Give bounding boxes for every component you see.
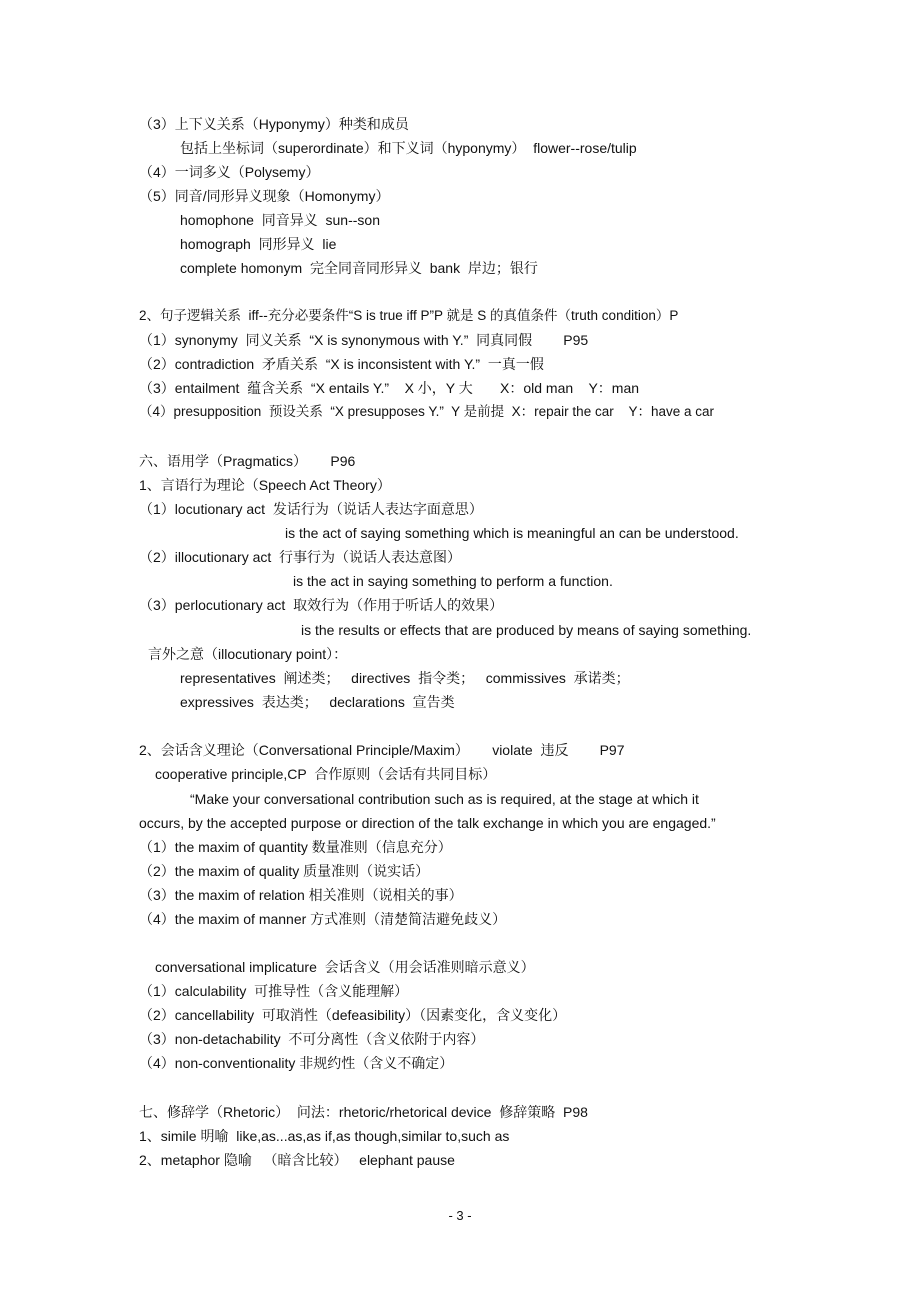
text-line: （1）synonymy 同义关系 “X is synonymous with Y.” 同真同假 P95 (139, 332, 589, 348)
text-line: （3）non-detachability 不可分离性（含义依附于内容） (139, 1031, 485, 1047)
text-line: is the act of saying something which is meaningful an can be understood. (285, 525, 739, 541)
text-line: 2、会话含义理论（Conversational Principle/Maxim） violate 违反 P97 (139, 742, 625, 758)
text-line: homograph 同形异义 lie (180, 236, 337, 252)
text-line: （2）contradiction 矛盾关系 “X is inconsistent with Y.” 一真一假 (139, 356, 544, 372)
text-line: cooperative principle,CP 合作原则（会话有共同目标） (155, 766, 497, 782)
text-line: （2）the maxim of quality 质量准则（说实话） (139, 863, 430, 879)
text-line: 1、simile 明喻 like,as...as,as if,as though,similar to,such as (139, 1128, 510, 1144)
text-line: is the act in saying something to perform a function. (293, 573, 613, 589)
text-line: conversational implicature 会话含义（用会话准则暗示意义） (155, 959, 535, 975)
text-line: 2、metaphor 隐喻 （暗含比较） elephant pause (139, 1152, 455, 1168)
section-heading: 六、语用学（Pragmatics） P96 (139, 453, 356, 469)
text-line: “Make your conversational contribution such as is required, at the stage at which it (190, 791, 699, 807)
text-line: is the results or effects that are produced by means of saying something. (301, 622, 752, 638)
text-line: 言外之意（illocutionary point）： (148, 646, 348, 662)
text-line: （4）non-conventionality 非规约性（含义不确定） (139, 1055, 454, 1071)
text-line: 包括上坐标词（superordinate）和下义词（hyponymy） flower--rose/tulip (180, 140, 637, 156)
text-line: （2）illocutionary act 行事行为（说话人表达意图） (139, 549, 462, 565)
text-line: （3）perlocutionary act 取效行为（作用于听话人的效果） (139, 597, 504, 613)
text-line: 1、言语行为理论（Speech Act Theory） (139, 477, 391, 493)
text-line: complete homonym 完全同音同形异义 bank 岸边；银行 (180, 260, 538, 276)
text-line: （4）一词多义（Polysemy） (139, 164, 320, 180)
text-line: （1）calculability 可推导性（含义能理解） (139, 983, 409, 999)
text-line: representatives 阐述类； directives 指令类； commissives 承诺类； (180, 670, 630, 686)
text-line: （4）the maxim of manner 方式准则（清楚简洁避免歧义） (139, 911, 507, 927)
text-line: （3）the maxim of relation 相关准则（说相关的事） (139, 887, 463, 903)
text-line: （4）presupposition 预设关系 “X presupposes Y.” Y 是前提 X：repair the car Y：have a car (139, 404, 715, 419)
page-number: - 3 - (448, 1208, 472, 1223)
text-line: occurs, by the accepted purpose or direction of the talk exchange in which you are engaged.” (139, 815, 716, 831)
text-line: homophone 同音异义 sun--son (180, 212, 380, 228)
text-line: （2）cancellability 可取消性（defeasibility）（因素变化，含义变化） (139, 1007, 567, 1023)
text-line: （3）上下义关系（Hyponymy）种类和成员 (139, 116, 409, 132)
text-line: 2、句子逻辑关系 iff--充分必要条件“S is true iff P”P 就是 S 的真值条件（truth condition）P (139, 308, 679, 323)
text-line: （3）entailment 蕴含关系 “X entails Y.” X 小，Y 大 X：old man Y：man (139, 380, 640, 396)
text-line: （5）同音/同形异义现象（Homonymy） (139, 188, 390, 204)
section-heading: 七、修辞学（Rhetoric） 问法：rhetoric/rhetorical device 修辞策略 P98 (139, 1104, 588, 1120)
text-line: expressives 表达类； declarations 宣告类 (180, 694, 455, 710)
text-line: （1）the maxim of quantity 数量准则（信息充分） (139, 839, 452, 855)
text-line: （1）locutionary act 发话行为（说话人表达字面意思） (139, 501, 483, 517)
